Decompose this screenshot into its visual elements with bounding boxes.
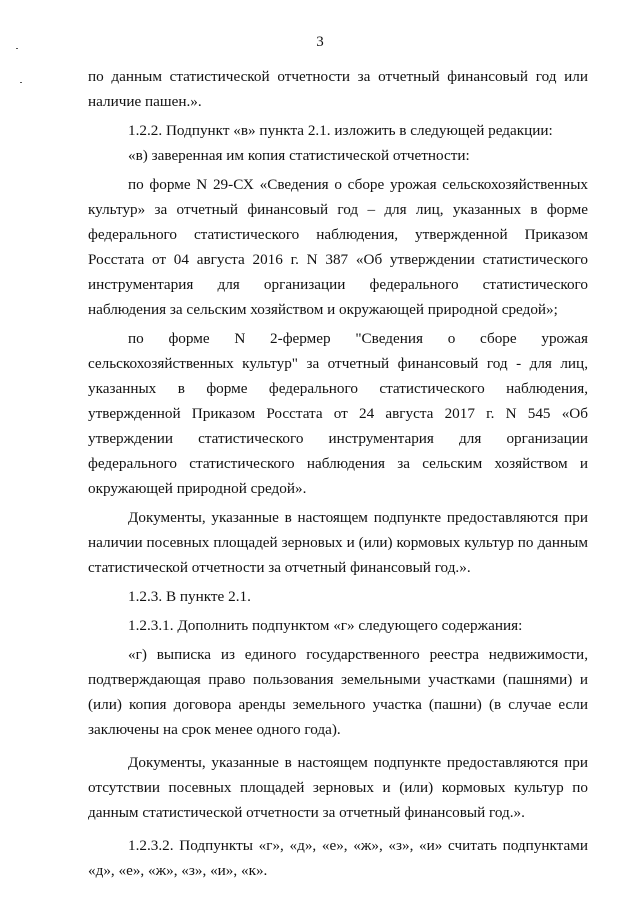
paragraph-subitem-v: «в) заверенная им копия статистической отчетности: [128, 147, 470, 164]
scan-speck [20, 82, 22, 83]
paragraph-subitem-g: «г) выписка из единого государственного реестра недвижимости, подтверждающая право пользования земельными участками (пашнями) и (или) копия договора аренды земельного участка (пашни) (в случае если заключены на срок менее одного года). [88, 646, 588, 738]
paragraph-form-29-sx: по форме N 29-СХ «Сведения о сборе урожая сельскохозяйственных культур» за отчетный финансовый год – для лиц, указанных в форме федерального статистического наблюдения, утвержденной Приказом Росстата от 04 августа 2016 г. N 387 «Об утверждении статистического инструментария для организации федерального статистического наблюдения за сельским хозяйством и окружающей природной средой»; [88, 176, 588, 318]
document-body [88, 64, 588, 883]
paragraph-documents-presence: Документы, указанные в настоящем подпункте предоставляются при наличии посевных площадей зерновых и (или) кормовых культур по данным статистической отчетности за отчетный финансовый год.». [88, 509, 588, 576]
paragraph-continuation: по данным статистической отчетности за отчетный финансовый год или наличие пашен.». [88, 68, 588, 110]
paragraph-1-2-2: 1.2.2. Подпункт «в» пункта 2.1. изложить в следующей редакции: [128, 122, 553, 139]
page-number: 3 [316, 34, 324, 50]
paragraph-1-2-3-1: 1.2.3.1. Дополнить подпунктом «г» следующего содержания: [128, 617, 523, 634]
paragraph-1-2-3-2: 1.2.3.2. Подпункты «г», «д», «е», «ж», «з», «и» считать подпунктами «д», «е», «ж», «з», «и», «к». [88, 837, 588, 879]
paragraph-form-2-fermer: по форме N 2-фермер "Сведения о сборе урожая сельскохозяйственных культур" за отчетный финансовый год - для лиц, указанных в форме федерального статистического наблюдения, утвержденной Приказом Росстата от 24 августа 2017 г. N 545 «Об утверждении статистического инструментария для организации федерального статистического наблюдения за сельским хозяйством и окружающей природной средой». [88, 330, 588, 497]
paragraph-1-2-3: 1.2.3. В пункте 2.1. [128, 588, 251, 605]
paragraph-documents-absence: Документы, указанные в настоящем подпункте предоставляются при отсутствии посевных площадей зерновых и (или) кормовых культур по данным статистической отчетности за отчетный финансовый год.». [88, 754, 588, 821]
